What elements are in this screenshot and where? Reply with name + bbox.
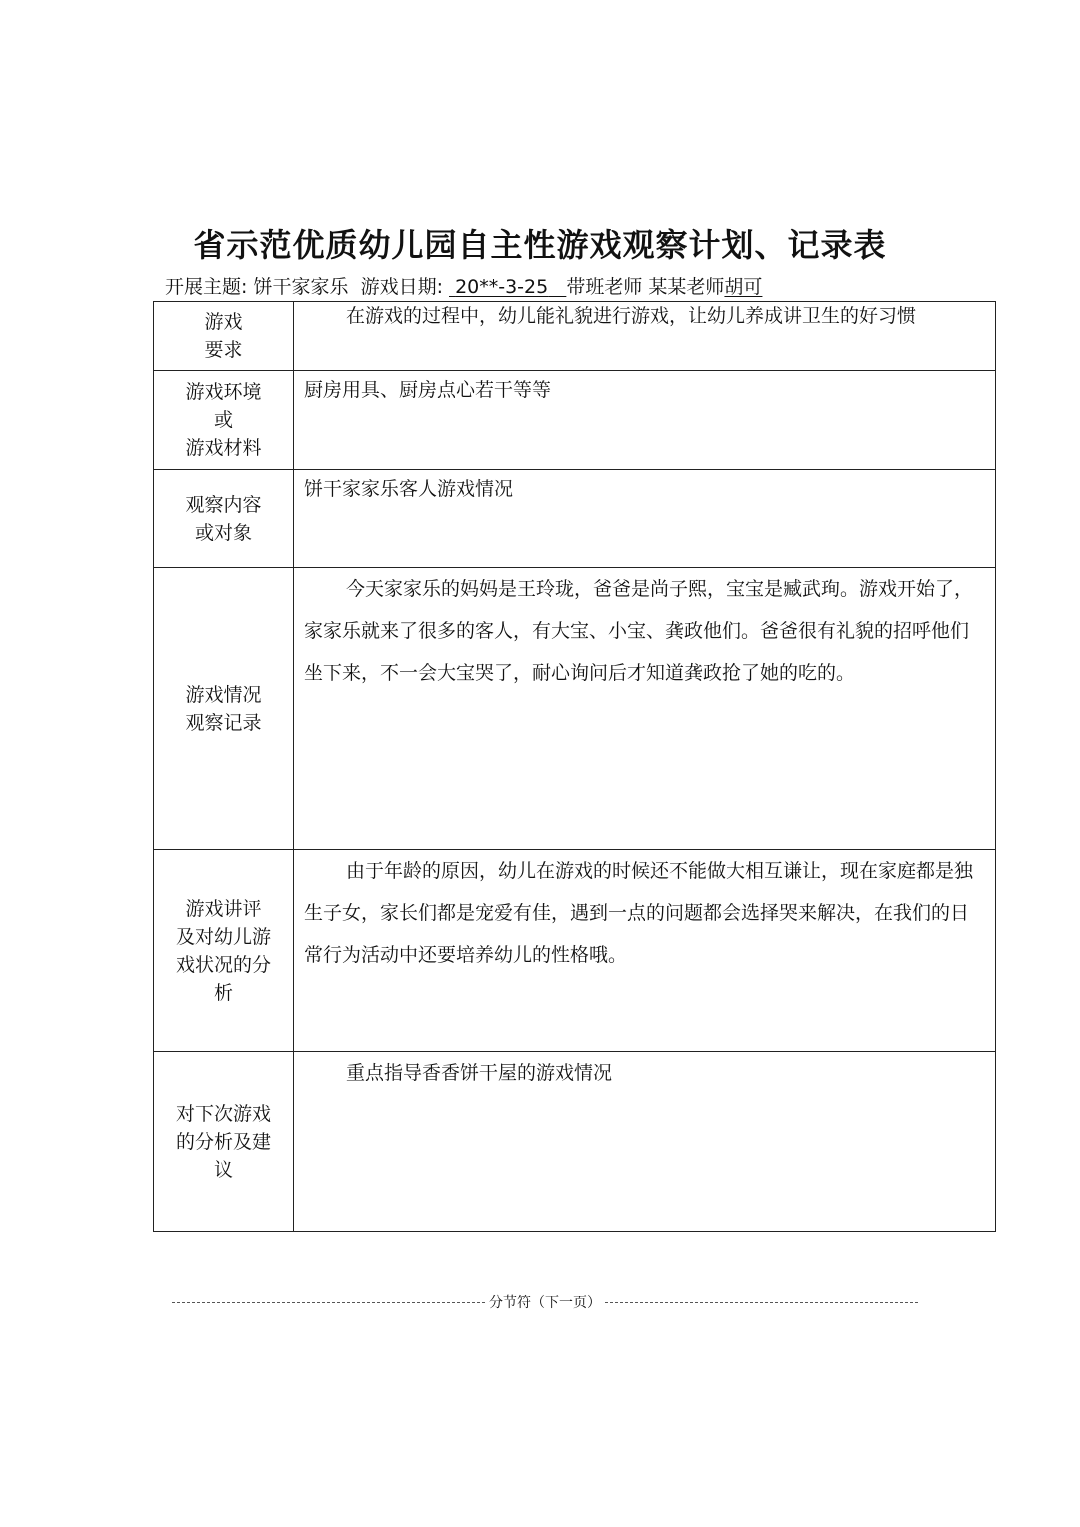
section-break-line [605,1302,918,1303]
observation-record-content: 今天家家乐的妈妈是王玲珑，爸爸是尚子熙，宝宝是臧武珣。游戏开始了，家家乐就来了很多的客人，有大宝、小宝、龚政他们。爸爸很有礼貌的招呼他们坐下来，不一会大宝哭了，耐心询问后才知道龚政抢了她的吃的。 [294,568,996,850]
observation-table [153,301,996,1232]
theme-value: 饼干家家乐 [253,276,349,298]
document-title: 省示范优质幼儿园自主性游戏观察计划、记录表 [193,226,887,264]
teacher-value: 胡可 [724,276,763,298]
table-row-requirements [154,302,996,371]
requirements-content: 在游戏的过程中，幼儿能礼貌进行游戏，让幼儿养成讲卫生的好习惯 [294,302,996,371]
materials-content: 厨房用具、厨房点心若干等等 [294,371,996,470]
date-value: 20**-3-25 [455,276,549,298]
table-row-observation-target [154,470,996,568]
row-label: 游戏环境 或 游戏材料 [154,371,294,470]
table-row-observation-record [154,568,996,850]
row-label: 游戏 要求 [154,302,294,371]
teacher-prefix: 某某老师 [648,276,725,298]
evaluation-content: 由于年龄的原因，幼儿在游戏的时候还不能做大相互谦让，现在家庭都是独生子女，家长们都是宠爱有佳，遇到一点的问题都会选择哭来解决，在我们的日常行为活动中还要培养幼儿的性格哦。 [294,850,996,1052]
theme-label: 开展主题: [165,276,248,298]
table-row-evaluation [154,850,996,1052]
section-break [172,1292,918,1312]
observation-target-content: 饼干家家乐客人游戏情况 [294,470,996,568]
row-label: 游戏讲评 及对幼儿游 戏状况的分 析 [154,850,294,1052]
row-label: 对下次游戏 的分析及建 议 [154,1052,294,1232]
section-break-line [172,1302,485,1303]
table-row-next-suggestions [154,1052,996,1232]
teacher-label: 带班老师 [566,276,643,298]
form-meta-line [165,272,762,299]
table-row-materials [154,371,996,470]
date-label: 游戏日期: [360,276,443,298]
row-label: 观察内容 或对象 [154,470,294,568]
row-label: 游戏情况 观察记录 [154,568,294,850]
next-suggestions-content: 重点指导香香饼干屋的游戏情况 [294,1052,996,1232]
section-break-label: 分节符（下一页） [489,1295,601,1311]
